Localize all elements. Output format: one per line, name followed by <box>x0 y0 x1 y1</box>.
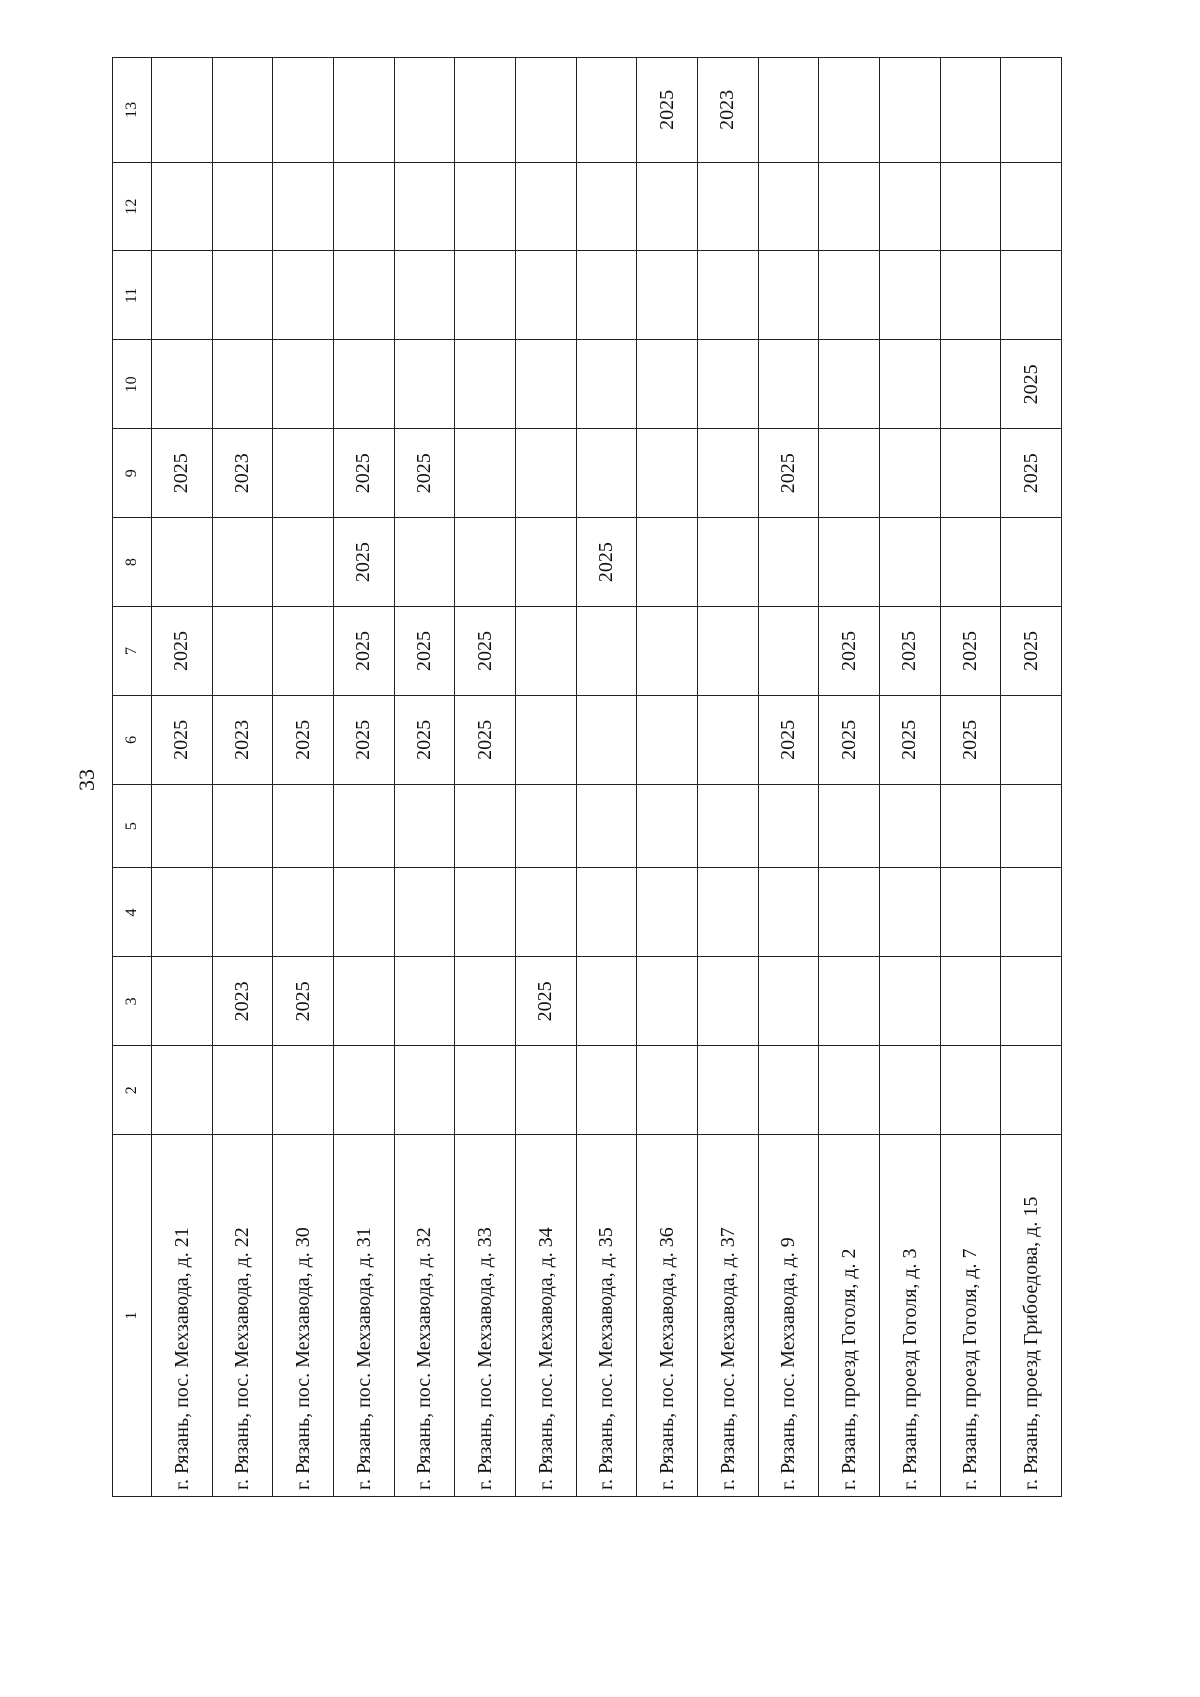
year-cell <box>1001 695 1062 784</box>
year-cell: 2025 <box>455 695 516 784</box>
table-row <box>394 58 455 1497</box>
table-row <box>212 58 273 1497</box>
year-cell: 2025 <box>819 695 880 784</box>
year-cell <box>515 1046 576 1135</box>
year-cell <box>1001 58 1062 163</box>
address-cell: г. Рязань, пос. Мехзавода, д. 32 <box>394 1135 455 1497</box>
year-cell <box>515 695 576 784</box>
year-cell <box>637 607 698 696</box>
year-cell <box>394 251 455 340</box>
year-cell <box>212 162 273 251</box>
address-cell: г. Рязань, пос. Мехзавода, д. 22 <box>212 1135 273 1497</box>
year-cell <box>212 518 273 607</box>
year-cell <box>697 868 758 957</box>
table-row <box>273 58 334 1497</box>
year-cell <box>333 58 394 163</box>
year-cell <box>576 162 637 251</box>
year-cell: 2025 <box>333 695 394 784</box>
year-cell <box>212 1046 273 1135</box>
year-cell <box>394 340 455 429</box>
table-row <box>697 58 758 1497</box>
year-cell <box>394 957 455 1046</box>
address-cell: г. Рязань, пос. Мехзавода, д. 37 <box>697 1135 758 1497</box>
year-cell: 2025 <box>394 429 455 518</box>
year-cell <box>273 162 334 251</box>
address-cell: г. Рязань, пос. Мехзавода, д. 21 <box>152 1135 213 1497</box>
year-cell <box>576 695 637 784</box>
year-cell <box>879 784 940 868</box>
column-number-10: 10 <box>113 340 152 429</box>
year-cell <box>394 868 455 957</box>
year-cell <box>152 58 213 163</box>
year-cell <box>152 957 213 1046</box>
year-cell <box>697 518 758 607</box>
year-cell <box>455 784 516 868</box>
year-cell <box>152 518 213 607</box>
year-cell <box>940 957 1001 1046</box>
year-cell <box>455 1046 516 1135</box>
year-cell <box>333 784 394 868</box>
year-cell <box>394 518 455 607</box>
year-cell: 2025 <box>940 695 1001 784</box>
year-cell: 2025 <box>152 429 213 518</box>
table-row <box>333 58 394 1497</box>
year-cell: 2025 <box>152 607 213 696</box>
year-cell <box>273 784 334 868</box>
table-body <box>152 58 1062 1497</box>
year-cell: 2025 <box>333 518 394 607</box>
year-cell <box>637 340 698 429</box>
year-cell <box>212 784 273 868</box>
year-cell <box>212 607 273 696</box>
address-cell: г. Рязань, пос. Мехзавода, д. 30 <box>273 1135 334 1497</box>
address-cell: г. Рязань, проезд Грибоедова, д. 15 <box>1001 1135 1062 1497</box>
year-cell: 2025 <box>879 695 940 784</box>
address-cell: г. Рязань, проезд Гоголя, д. 3 <box>879 1135 940 1497</box>
year-cell <box>697 251 758 340</box>
year-cell <box>273 429 334 518</box>
year-cell <box>455 251 516 340</box>
column-number-1: 1 <box>113 1135 152 1497</box>
year-cell: 2025 <box>940 607 1001 696</box>
year-cell <box>576 429 637 518</box>
year-cell <box>576 784 637 868</box>
year-cell <box>455 340 516 429</box>
rotated-table-container <box>112 57 1062 1497</box>
year-cell <box>879 957 940 1046</box>
year-cell: 2025 <box>394 607 455 696</box>
column-number-7: 7 <box>113 607 152 696</box>
year-cell <box>637 162 698 251</box>
year-cell: 2025 <box>515 957 576 1046</box>
year-cell <box>333 340 394 429</box>
year-cell <box>333 1046 394 1135</box>
year-cell <box>819 868 880 957</box>
column-number-6: 6 <box>113 695 152 784</box>
year-cell <box>637 695 698 784</box>
year-cell <box>697 784 758 868</box>
year-cell <box>637 868 698 957</box>
year-cell <box>576 58 637 163</box>
year-cell <box>273 868 334 957</box>
year-cell <box>637 518 698 607</box>
year-cell: 2025 <box>333 607 394 696</box>
year-cell <box>879 340 940 429</box>
year-cell <box>940 251 1001 340</box>
year-cell <box>515 162 576 251</box>
year-cell <box>576 607 637 696</box>
year-cell: 2025 <box>576 518 637 607</box>
year-cell <box>273 58 334 163</box>
year-cell <box>333 251 394 340</box>
column-number-12: 12 <box>113 162 152 251</box>
year-cell <box>758 58 819 163</box>
year-cell <box>819 957 880 1046</box>
year-cell <box>152 251 213 340</box>
year-cell <box>940 340 1001 429</box>
year-cell <box>879 429 940 518</box>
table-row <box>152 58 213 1497</box>
year-cell <box>152 784 213 868</box>
year-cell: 2025 <box>1001 607 1062 696</box>
year-cell <box>1001 518 1062 607</box>
address-cell: г. Рязань, пос. Мехзавода, д. 31 <box>333 1135 394 1497</box>
year-cell <box>1001 251 1062 340</box>
year-cell <box>394 784 455 868</box>
year-cell <box>1001 1046 1062 1135</box>
year-cell <box>697 162 758 251</box>
year-cell: 2023 <box>212 957 273 1046</box>
year-cell <box>697 957 758 1046</box>
year-cell <box>576 340 637 429</box>
column-number-8: 8 <box>113 518 152 607</box>
year-cell <box>273 251 334 340</box>
year-cell <box>576 251 637 340</box>
year-cell <box>637 429 698 518</box>
year-cell <box>697 429 758 518</box>
year-cell <box>758 784 819 868</box>
year-cell <box>455 429 516 518</box>
year-cell <box>576 868 637 957</box>
year-cell <box>697 340 758 429</box>
year-cell <box>515 868 576 957</box>
year-cell <box>637 957 698 1046</box>
year-cell <box>637 251 698 340</box>
year-cell <box>758 518 819 607</box>
column-number-9: 9 <box>113 429 152 518</box>
year-cell: 2025 <box>1001 429 1062 518</box>
year-cell <box>637 784 698 868</box>
year-cell: 2025 <box>273 695 334 784</box>
column-number-5: 5 <box>113 784 152 868</box>
table-row <box>576 58 637 1497</box>
table-row <box>879 58 940 1497</box>
year-cell <box>940 429 1001 518</box>
year-cell: 2025 <box>758 695 819 784</box>
year-cell <box>273 340 334 429</box>
year-cell <box>819 251 880 340</box>
year-cell: 2025 <box>394 695 455 784</box>
address-cell: г. Рязань, проезд Гоголя, д. 2 <box>819 1135 880 1497</box>
address-cell: г. Рязань, пос. Мехзавода, д. 34 <box>515 1135 576 1497</box>
year-cell <box>758 1046 819 1135</box>
year-cell <box>819 1046 880 1135</box>
year-cell <box>455 518 516 607</box>
address-cell: г. Рязань, пос. Мехзавода, д. 35 <box>576 1135 637 1497</box>
year-cell <box>819 518 880 607</box>
year-cell: 2025 <box>333 429 394 518</box>
year-cell <box>758 957 819 1046</box>
year-cell <box>515 784 576 868</box>
year-cell <box>879 162 940 251</box>
address-cell: г. Рязань, пос. Мехзавода, д. 36 <box>637 1135 698 1497</box>
year-cell <box>758 607 819 696</box>
column-number-13: 13 <box>113 58 152 163</box>
year-cell <box>515 518 576 607</box>
year-cell <box>515 429 576 518</box>
repair-schedule-table <box>112 57 1062 1497</box>
year-cell <box>152 340 213 429</box>
year-cell <box>152 1046 213 1135</box>
year-cell <box>333 868 394 957</box>
year-cell: 2025 <box>819 607 880 696</box>
table-row <box>940 58 1001 1497</box>
year-cell <box>515 607 576 696</box>
table-row <box>1001 58 1062 1497</box>
year-cell <box>819 162 880 251</box>
column-number-2: 2 <box>113 1046 152 1135</box>
table-row <box>819 58 880 1497</box>
year-cell <box>697 695 758 784</box>
year-cell <box>394 1046 455 1135</box>
year-cell <box>1001 957 1062 1046</box>
column-number-row <box>113 58 152 1497</box>
year-cell <box>1001 868 1062 957</box>
year-cell <box>394 58 455 163</box>
year-cell <box>152 868 213 957</box>
year-cell <box>879 868 940 957</box>
address-cell: г. Рязань, пос. Мехзавода, д. 33 <box>455 1135 516 1497</box>
year-cell <box>940 162 1001 251</box>
year-cell <box>333 957 394 1046</box>
year-cell: 2025 <box>879 607 940 696</box>
year-cell <box>212 251 273 340</box>
year-cell <box>212 340 273 429</box>
year-cell <box>697 1046 758 1135</box>
year-cell: 2025 <box>455 607 516 696</box>
year-cell <box>273 607 334 696</box>
table-row <box>758 58 819 1497</box>
year-cell: 2023 <box>212 695 273 784</box>
year-cell <box>1001 784 1062 868</box>
year-cell <box>576 1046 637 1135</box>
year-cell <box>940 1046 1001 1135</box>
column-number-3: 3 <box>113 957 152 1046</box>
year-cell <box>212 868 273 957</box>
year-cell <box>758 162 819 251</box>
year-cell <box>879 518 940 607</box>
table-row <box>455 58 516 1497</box>
year-cell <box>819 58 880 163</box>
year-cell <box>758 340 819 429</box>
year-cell <box>940 518 1001 607</box>
year-cell <box>152 162 213 251</box>
year-cell <box>515 340 576 429</box>
year-cell <box>576 957 637 1046</box>
column-number-11: 11 <box>113 251 152 340</box>
year-cell <box>879 58 940 163</box>
year-cell <box>940 58 1001 163</box>
year-cell <box>455 162 516 251</box>
page-number: 33 <box>74 769 99 791</box>
year-cell <box>333 162 394 251</box>
year-cell: 2025 <box>1001 340 1062 429</box>
year-cell <box>758 868 819 957</box>
year-cell <box>819 784 880 868</box>
year-cell <box>940 784 1001 868</box>
address-cell: г. Рязань, пос. Мехзавода, д. 9 <box>758 1135 819 1497</box>
year-cell: 2023 <box>212 429 273 518</box>
table-row <box>515 58 576 1497</box>
year-cell <box>212 58 273 163</box>
year-cell <box>273 518 334 607</box>
year-cell <box>273 1046 334 1135</box>
year-cell <box>515 58 576 163</box>
year-cell <box>515 251 576 340</box>
column-number-4: 4 <box>113 868 152 957</box>
year-cell <box>637 1046 698 1135</box>
year-cell: 2023 <box>697 58 758 163</box>
address-cell: г. Рязань, проезд Гоголя, д. 7 <box>940 1135 1001 1497</box>
year-cell: 2025 <box>758 429 819 518</box>
year-cell <box>455 868 516 957</box>
year-cell <box>758 251 819 340</box>
year-cell <box>455 957 516 1046</box>
year-cell <box>697 607 758 696</box>
year-cell <box>455 58 516 163</box>
year-cell <box>394 162 455 251</box>
year-cell: 2025 <box>273 957 334 1046</box>
year-cell <box>819 429 880 518</box>
year-cell: 2025 <box>637 58 698 163</box>
table-row <box>637 58 698 1497</box>
year-cell <box>819 340 880 429</box>
year-cell <box>879 251 940 340</box>
year-cell <box>1001 162 1062 251</box>
year-cell: 2025 <box>152 695 213 784</box>
year-cell <box>940 868 1001 957</box>
year-cell <box>879 1046 940 1135</box>
